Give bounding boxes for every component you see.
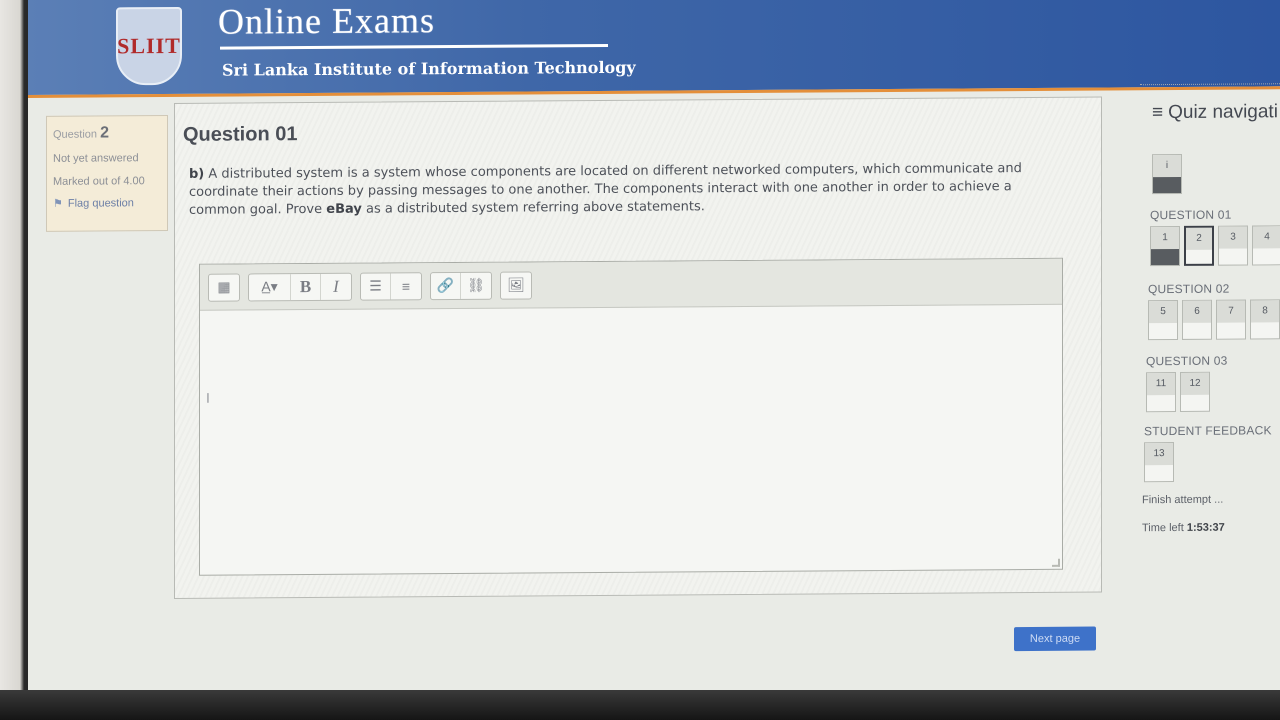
- site-subtitle: Sri Lanka Institute of Information Technology: [222, 57, 636, 80]
- nav-question-5[interactable]: [1148, 300, 1178, 340]
- laptop-bezel-bottom: [0, 690, 1280, 720]
- quiz-navigation-label: Quiz navigati: [1168, 101, 1278, 124]
- question-body-end: as a distributed system referring above statements.: [365, 199, 705, 217]
- nav-question-4[interactable]: [1252, 225, 1280, 265]
- question-panel: [174, 97, 1102, 599]
- nav-question-2[interactable]: [1184, 226, 1214, 266]
- nav-question-6[interactable]: [1182, 300, 1212, 340]
- nav-question-13[interactable]: [1144, 442, 1174, 482]
- nav-question-7[interactable]: [1216, 299, 1246, 339]
- question-title: Question 01: [183, 123, 298, 146]
- hamburger-icon[interactable]: ≡: [1152, 102, 1164, 124]
- bold-icon[interactable]: B: [291, 273, 321, 299]
- text-cursor-icon: I: [206, 389, 210, 406]
- browser-screen: [28, 0, 1280, 700]
- nav-question-4-label: 4: [1253, 226, 1280, 248]
- question-emphasis: eBay: [326, 201, 362, 217]
- site-title: Online Exams: [218, 0, 435, 42]
- nav-question-7-label: 7: [1217, 301, 1245, 323]
- site-header: [28, 0, 1280, 98]
- unordered-list-icon[interactable]: ☰: [361, 273, 391, 299]
- next-page-button[interactable]: Next page: [1014, 627, 1096, 652]
- font-style-dropdown-icon[interactable]: A̲▾: [249, 274, 291, 300]
- nav-question-1[interactable]: [1150, 226, 1180, 266]
- nav-question-8[interactable]: [1250, 299, 1280, 339]
- nav-question-13-label: 13: [1145, 443, 1173, 465]
- nav-section-question-02: QUESTION 02: [1148, 281, 1230, 297]
- toolbar-toggle-icon[interactable]: ▦: [217, 278, 231, 295]
- answer-text-area[interactable]: [200, 306, 1062, 575]
- nav-question-11-label: 11: [1147, 373, 1175, 395]
- time-left-value: 1:53:37: [1186, 521, 1225, 534]
- toolbar-group-links: [430, 271, 492, 299]
- toolbar-group-lists: [360, 272, 422, 300]
- question-status: Not yet answered: [53, 152, 139, 165]
- nav-info-label: i: [1153, 155, 1181, 177]
- nav-question-11[interactable]: [1146, 372, 1176, 412]
- quiz-navigation-title: [1152, 101, 1278, 124]
- nav-section-student-feedback: STUDENT FEEDBACK: [1144, 423, 1272, 439]
- answer-editor[interactable]: [199, 258, 1063, 576]
- unlink-icon[interactable]: ⛓: [467, 276, 485, 293]
- question-part-label: b): [189, 166, 205, 182]
- ordered-list-icon[interactable]: ≡: [401, 277, 411, 294]
- nav-section-question-03: QUESTION 03: [1146, 353, 1228, 369]
- italic-icon[interactable]: I: [333, 276, 339, 296]
- nav-question-2-label: 2: [1186, 228, 1212, 250]
- toolbar-group-toggle: [208, 273, 240, 301]
- question-marks: Marked out of 4.00: [53, 175, 145, 188]
- nav-question-8-label: 8: [1251, 300, 1279, 322]
- question-body: A distributed system is a system whose components are located on different networked computers, which communicate and coordinate their actions by passing messages to one another. The components interact with one another in order to achieve a common goal. Prove: [189, 161, 1022, 218]
- question-number-value: 2: [100, 124, 109, 142]
- sliit-logo: [116, 7, 182, 85]
- logo-text: SLIIT: [117, 32, 181, 59]
- nav-question-6-label: 6: [1183, 301, 1211, 323]
- nav-question-12[interactable]: [1180, 372, 1210, 412]
- question-info-box: [46, 115, 168, 232]
- toolbar-group-format: [248, 272, 352, 301]
- time-left-label: Time left: [1142, 521, 1184, 535]
- question-number: [53, 124, 161, 143]
- nav-section-question-01: QUESTION 01: [1150, 207, 1232, 223]
- question-text: [189, 160, 1069, 220]
- toolbar-group-media: [500, 271, 532, 299]
- flag-icon: ⚑: [53, 197, 63, 210]
- nav-question-1-label: 1: [1151, 227, 1179, 249]
- link-icon[interactable]: 🔗: [431, 272, 461, 298]
- nav-question-3-label: 3: [1219, 226, 1247, 248]
- nav-question-5-label: 5: [1149, 301, 1177, 323]
- finish-attempt-link[interactable]: Finish attempt ...: [1142, 493, 1224, 507]
- flag-question-link[interactable]: [53, 196, 161, 210]
- nav-question-3[interactable]: [1218, 225, 1248, 265]
- resize-handle-icon[interactable]: [1052, 559, 1060, 567]
- question-label: Question: [53, 128, 98, 141]
- nav-info-button[interactable]: [1152, 154, 1182, 194]
- editor-toolbar: [200, 259, 1062, 311]
- time-left: [1142, 522, 1225, 535]
- image-icon[interactable]: 🖼: [507, 276, 525, 293]
- nav-question-12-label: 12: [1181, 373, 1209, 395]
- flag-question-label: Flag question: [67, 196, 134, 210]
- title-divider: [220, 44, 608, 50]
